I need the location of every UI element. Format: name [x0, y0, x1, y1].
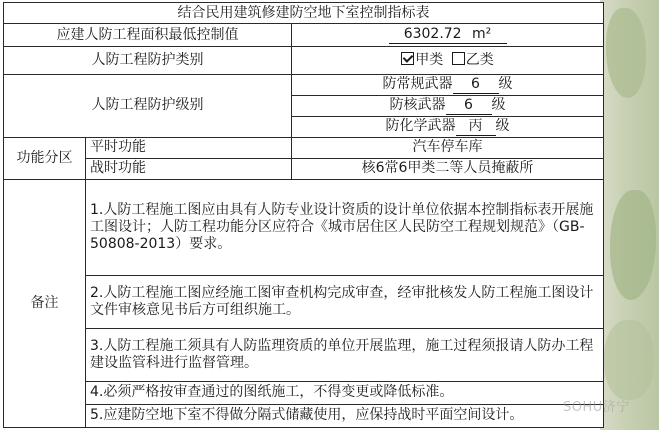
area-number: 6302.72 — [403, 26, 462, 43]
category-option-a: 甲类 — [415, 51, 444, 68]
table-title: 结合民用建筑修建防空地下室控制指标表 — [4, 3, 604, 24]
note-item: 2.人防工程施工图应经施工图审查机构完成审查，经审批核发人防工程施工图设计文件审核意见书后方可组织施工。 — [86, 276, 604, 329]
note-item: 1.人防工程施工图应由具有人防专业设计资质的设计单位依据本控制指标表开展施工图设计；人防工程功能分区应符合《城市居住区人民防空工程规划规范》（GB-50808-2013）要求。 — [86, 179, 604, 276]
peacetime-value: 汽车停车库 — [292, 137, 604, 158]
function-label: 功能分区 — [4, 137, 86, 179]
peacetime-label: 平时功能 — [86, 137, 292, 158]
function-row — [4, 158, 604, 179]
level-prefix: 防常规武器 — [382, 75, 453, 92]
category-row — [4, 47, 604, 74]
background-foliage — [604, 320, 654, 400]
notes-label: 备注 — [4, 179, 86, 427]
function-row — [4, 137, 604, 158]
checkbox-checked-icon — [401, 52, 414, 65]
background-foliage — [606, 8, 646, 98]
category-label: 人防工程防护类别 — [4, 47, 292, 74]
level-label: 人防工程防护级别 — [4, 74, 292, 137]
area-value — [389, 26, 507, 44]
note-row — [4, 329, 604, 382]
area-row — [4, 24, 604, 47]
level-prefix: 防核武器 — [389, 96, 446, 113]
category-option-b: 乙类 — [465, 51, 494, 68]
level-conventional — [292, 74, 604, 95]
level-suffix: 级 — [495, 117, 510, 134]
background-photo — [600, 0, 659, 430]
checkbox-empty-icon — [452, 52, 465, 65]
control-index-table — [3, 2, 604, 428]
level-suffix: 级 — [498, 75, 513, 92]
level-value: 6 — [453, 76, 499, 94]
level-value: 6 — [446, 97, 492, 115]
wartime-value: 核6常6甲类二等人员掩蔽所 — [292, 158, 604, 179]
level-chemical — [292, 116, 604, 137]
note-row — [4, 179, 604, 276]
watermark: SOHU济宁 — [563, 400, 630, 415]
level-nuclear — [292, 95, 604, 116]
area-value-cell — [292, 24, 604, 47]
note-item: 5.应建防空地下室不得做分隔式储藏使用，应保持战时平面空间设计。 — [86, 404, 604, 427]
level-value: 丙 — [456, 118, 496, 136]
note-item: 3.人防工程施工须具有人防监理资质的单位开展监理，施工过程须报请人防办工程建设监管科进行监督管理。 — [86, 329, 604, 382]
level-prefix: 防化学武器 — [385, 117, 456, 134]
background-foliage — [610, 190, 656, 300]
title-row — [4, 3, 604, 24]
note-item: 4.必须严格按审查通过的图纸施工，不得变更或降低标准。 — [86, 381, 604, 404]
level-suffix: 级 — [491, 96, 506, 113]
note-row — [4, 276, 604, 329]
level-row — [4, 74, 604, 95]
area-label: 应建人防工程面积最低控制值 — [4, 24, 292, 47]
category-options — [292, 47, 604, 74]
note-row — [4, 381, 604, 404]
area-unit: m² — [472, 26, 492, 43]
wartime-label: 战时功能 — [86, 158, 292, 179]
note-row — [4, 404, 604, 427]
